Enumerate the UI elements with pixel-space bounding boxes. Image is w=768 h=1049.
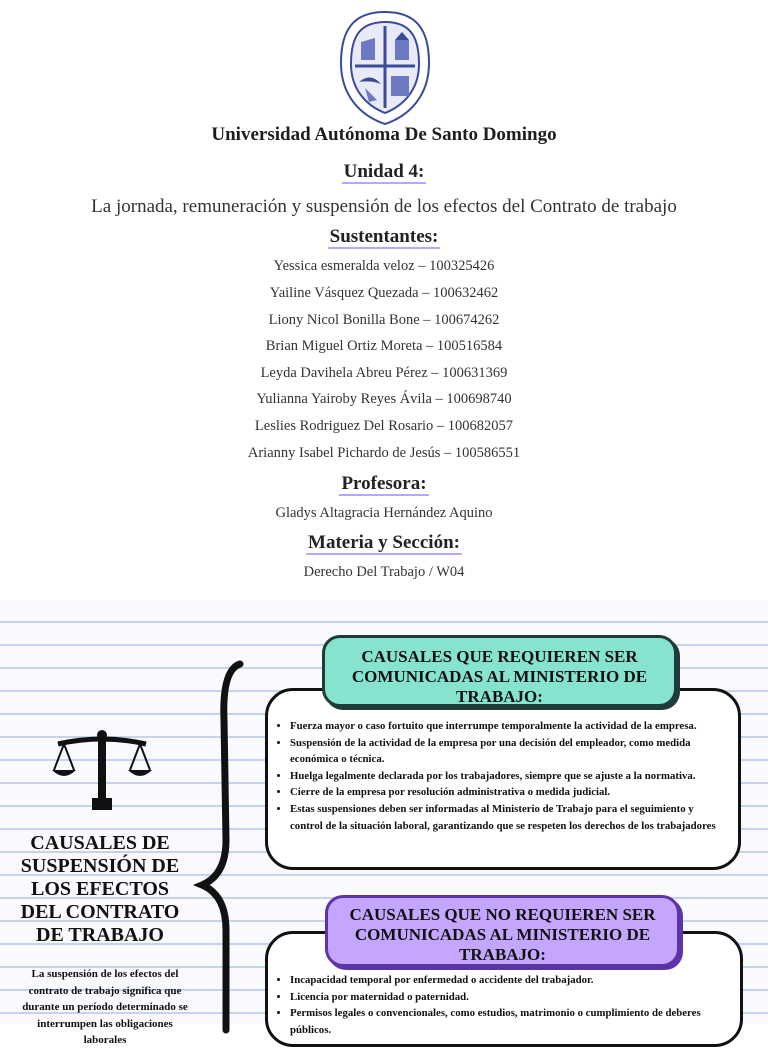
presenter-name: Leslies Rodriguez Del Rosario – 100682057 xyxy=(254,418,514,434)
list-item: • Huelga legalmente declarada por los trabajadores, siempre que se ajuste a la normativa. xyxy=(290,768,726,785)
list-item: • Estas suspensiones deben ser informadas al Ministerio de Trabajo para el seguimiento y control de la situación laboral, garantizando que se respeten los derechos de los trabajadores xyxy=(290,801,726,834)
list-item: • Licencia por maternidad o paternidad. xyxy=(290,989,736,1006)
main-title: CAUSALES DE SUSPENSIÓN DE LOS EFECTOS DEL CONTRATO DE TRABAJO xyxy=(20,832,180,946)
professor-name: Gladys Altagracia Hernández Aquino xyxy=(275,505,493,521)
list-item: • Incapacidad temporal por enfermedad o accidente del trabajador. xyxy=(290,972,736,989)
list-item: • Permisos legales o convencionales, como estudios, matrimonio o cumplimiento de deberes públicos. xyxy=(290,1005,736,1038)
presenter-name: Arianny Isabel Pichardo de Jesús – 100586551 xyxy=(247,445,521,461)
presenter-name: Yessica esmeralda veloz – 100325426 xyxy=(273,258,495,274)
not-required-causes-title: CAUSALES QUE NO REQUIEREN SER COMUNICADAS AL MINISTERIO DE TRABAJO: xyxy=(325,895,680,967)
unit-heading: Unidad 4: xyxy=(343,161,425,182)
subject-section: Derecho Del Trabajo / W04 xyxy=(303,564,465,580)
list-item: • Fuerza mayor o caso fortuito que interrumpe temporalmente la actividad de la empresa. xyxy=(290,718,726,735)
presenter-name: Leyda Davihela Abreu Pérez – 100631369 xyxy=(260,365,508,381)
curly-brace xyxy=(192,660,252,1030)
professor-heading: Profesora: xyxy=(341,473,427,494)
list-item: • Suspensión de la actividad de la empresa por una decisión del empleador, como medida económica o técnica. xyxy=(290,735,726,768)
presenter-name: Yulianna Yairoby Reyes Ávila – 100698740 xyxy=(256,391,512,407)
list-item: • Cierre de la empresa por resolución administrativa o medida judicial. xyxy=(290,784,726,801)
subject-heading: Materia y Sección: xyxy=(308,532,460,553)
presenter-name: Brian Miguel Ortiz Moreta – 100516584 xyxy=(265,338,503,354)
presenter-name: Liony Nicol Bonilla Bone – 100674262 xyxy=(268,312,500,328)
university-name: Universidad Autónoma De Santo Domingo xyxy=(211,124,557,145)
presenter-name: Yailine Vásquez Quezada – 100632462 xyxy=(269,285,499,301)
required-causes-box xyxy=(265,688,741,870)
required-causes-title: CAUSALES QUE REQUIEREN SER COMUNICADAS AL MINISTERIO DE TRABAJO: xyxy=(322,635,677,707)
presenters-heading: Sustentantes: xyxy=(329,226,439,247)
university-seal-icon xyxy=(325,8,445,128)
concept-map xyxy=(0,600,768,1046)
unit-title: La jornada, remuneración y suspensión de los efectos del Contrato de trabajo xyxy=(91,196,677,217)
main-description: La suspensión de los efectos del contrato de trabajo significa que durante un período determinado se interrumpen las obligaciones laborales xyxy=(22,968,188,1046)
scales-of-justice-icon xyxy=(50,730,154,812)
